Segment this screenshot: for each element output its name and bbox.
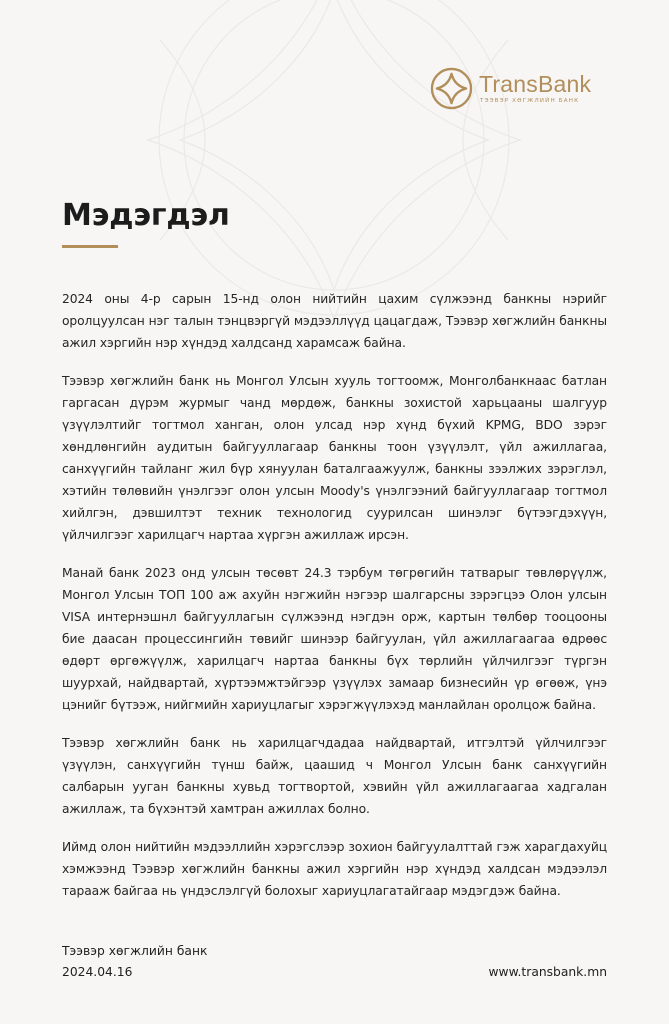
paragraph-3: Манай банк 2023 онд улсын төсөвт 24.3 тэрбум төгрөгийн татварыг төвлөрүүлж, Монгол Улсын ТОП 100 аж ахуйн нэгжийн нэгээр шалгарсны зэрэгцээ Олон улсын VISA интернэшнл байгууллагын сүлжээнд нэгдэн орж, картын төлбөр тооцооны бие даасан процессингийн төвийг шинээр байгуулан, үйл ажиллагаагаа өдрөөс өдөрт өргөжүүлж, харилцагч нартаа банкны бүх төрлийн үйлчилгээг түргэн шуурхай, найдвартай, хүртээмжтэйгээр үзүүлэх замаар бизнесийн үр өгөөж, үнэ цэнийг бүтээж, нийгмийн хариуцлагыг хэрэгжүүлэхэд манлайлан оролцож байна. [62,566,607,712]
brand-name: TransBank [479,71,592,97]
paragraph-4: Тээвэр хөгжлийн банк нь харилцагчдадаа найдвартай, итгэлтэй үйлчилгээг үзүүлэн, санхүүгийн түнш байж, цаашид ч Монгол Улсын банк санхүүгийн салбарын ууган банкны хувьд тогтвортой, хэвийн үйл ажиллагаагаа хадгалан ажиллаж, та бүхэнтэй хамтран ажиллах болно. [62,736,607,816]
signature-organization: Тээвэр хөгжлийн банк [62,944,208,958]
paragraph-5: Иймд олон нийтийн мэдээллийн хэрэгслээр зохион байгуулалттай гэж харагдахуйц хэмжээнд Тээвэр хөгжлийн банкны ажил хэргийн нэр хүндэд халдсан мэдээлэл тарааж байгаа нь үндэслэлгүй болохыг хариуцлагатайгаар мэдэгдэж байна. [62,840,607,898]
statement-body [62,288,607,918]
transbank-logo [430,67,610,111]
signature-date: 2024.04.16 [62,965,133,979]
brand-tagline: ТЭЭВЭР ХӨГЖЛИЙН БАНК [480,98,580,104]
website-url: www.transbank.mn [488,965,607,979]
paragraph-2: Тээвэр хөгжлийн банк нь Монгол Улсын хууль тогтоомж, Монголбанкнаас батлан гаргасан дүрэм журмыг чанд мөрдөж, банкны зохистой харьцааны шалгуур үзүүлэлтийг тогтмол ханган, олон улсад нэр хүнд бүхий KPMG, BDO зэрэг хөндлөнгийн аудитын байгууллагаар банкны тоон үзүүлэлт, үйл ажиллагаа, санхүүгийн тайланг жил бүр хянуулан баталгаажуулж, банкны зээлжих зэрэглэл, хэтийн төлөвийн үнэлгээг олон улсын Moody's үнэлгээний байгууллагаар тогтмол хийлгэн, дэвшилтэт техник технологид суурилсан шинэлэг бүтээгдэхүүн, үйлчилгээг харилцагч нартаа хүргэн ажиллаж ирсэн. [62,374,607,542]
paragraph-1: 2024 оны 4-р сарын 15-нд олон нийтийн цахим сүлжээнд банкны нэрийг оролцуулсан нэг талын тэнцвэргүй мэдээллүүд цацагдаж, Тээвэр хөгжлийн банкны ажил хэргийн нэр хүндэд халдсанд харамсаж байна. [62,292,607,350]
transbank-logo-icon [430,67,473,110]
title-underline [62,245,118,248]
page-title: Мэдэгдэл [62,198,230,233]
